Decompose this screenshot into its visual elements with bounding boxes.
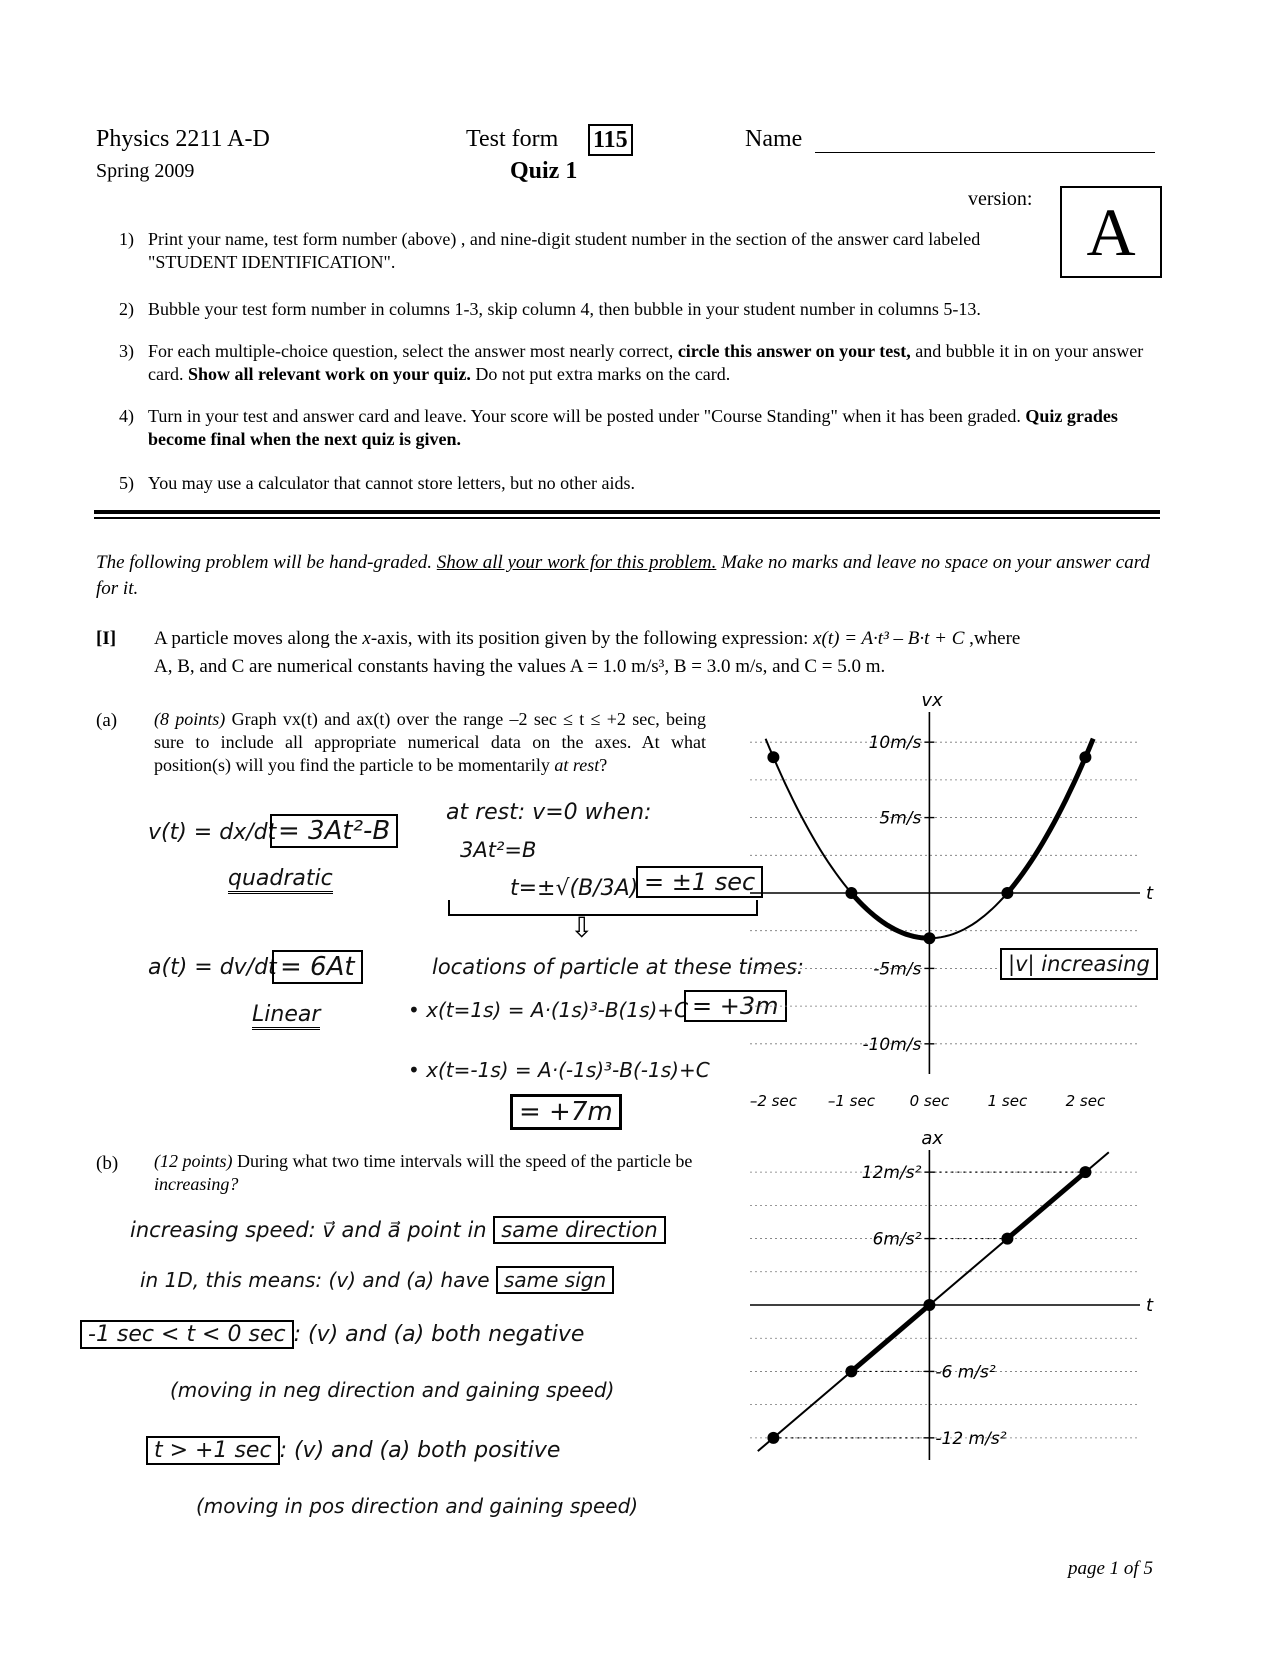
down-arrow-icon: ⇩ [570,911,594,944]
part-b-label: (b) [96,1153,119,1174]
data-point [767,1432,779,1444]
same-sign-line: in 1D, this means: (v) and (a) have same sign [140,1268,614,1292]
speed-increasing-segment [1007,739,1093,893]
data-point [1079,1166,1091,1178]
version-box [1060,186,1162,278]
t-axis-label: t [1146,883,1154,904]
y-tick-label: 5m/s [879,808,922,829]
interval-2-note: (moving in pos direction and gaining speed) [196,1494,639,1518]
increasing-speed-line: increasing speed: v⃗ and a⃗ point in same direction [130,1218,666,1242]
x-tick-label: –1 sec [827,1092,875,1110]
instruction-text: Print your name, test form number (above) , and nine-digit student number in the section of the answer card labeled "STUDENT IDENTIFICATION". [148,229,981,272]
y-tick-label: -6 m/s² [935,1362,996,1383]
at-rest-eq2: t=±√(B/3A) [510,876,639,901]
problem-statement: A particle moves along the x-axis, with its position given by the following expression: x(t) = A·t³ – B·t + C ,where A, B, and C are numerical constants having the values A = 1.0 m/s³, B = 3.0 m/s, and C = 5.0 m. [154,628,1021,677]
speed-increasing-segment [1007,1172,1085,1238]
position-answer-1: = +3m [684,990,787,1022]
y-tick-label: -5m/s [873,959,922,980]
at-rest-eq1: 3At²=B [460,838,537,862]
position-at-plus-1: • x(t=1s) = A·(1s)³-B(1s)+C [408,998,689,1022]
version-letter: A [1086,194,1136,270]
name-line[interactable] [815,152,1155,153]
data-point [845,1365,857,1377]
y-tick-label: 10m/s [868,733,922,754]
at-rest-answer: = ±1 sec [636,866,763,898]
section-divider-thin [94,517,1160,519]
y-tick-label: -12 m/s² [935,1428,1007,1449]
section-divider [94,510,1160,514]
speed-increasing-segment [851,893,929,938]
test-form-label: Test form [466,126,559,152]
at-rest-note: at rest: v=0 when: [446,800,652,825]
data-point [1001,1233,1013,1245]
data-point [845,887,857,899]
instruction-text: Bubble your test form number in columns 1-3, skip column 4, then bubble in your student number in columns 5-13. [148,299,981,319]
quiz-title: Quiz 1 [510,158,578,184]
course-title: Physics 2211 A-D [96,126,270,152]
instruction-number: 3) [119,341,134,361]
accel-equation: a(t) = dv/dt [148,955,277,980]
speed-increasing-segment [851,1305,929,1371]
linear-note: Linear [252,1002,320,1030]
position-answer-2: = +7m [510,1094,622,1130]
part-a-label: (a) [96,710,118,731]
accel-answer: = 6At [272,950,363,984]
test-form-number: 115 [588,124,633,156]
instruction-text: Turn in your test and answer card and leave. Your score will be posted under "Course Standing" when it has been graded. Quiz grades become final when the next quiz is given. [148,406,1118,449]
t-axis-label: t [1146,1295,1154,1316]
position-at-minus-1: • x(t=-1s) = A·(-1s)³-B(-1s)+C [408,1058,710,1082]
instruction-text: You may use a calculator that cannot store letters, but no other aids. [148,473,636,493]
version-label: version: [968,188,1033,210]
part-b-text: (12 points) During what two time intervals will the speed of the particle be increasing? [154,1151,693,1194]
velocity-answer: = 3At²-B [270,814,398,848]
y-tick-label: -10m/s [862,1034,922,1055]
instruction-number: 1) [119,229,134,249]
locations-note: locations of particle at these times: [432,955,804,979]
data-point [767,751,779,763]
part-a-text: (8 points) Graph vx(t) and ax(t) over the range –2 sec ≤ t ≤ +2 sec, being sure to include all appropriate numerical data on the axes. At what position(s) will you find the particle to be momentarily at rest? [154,709,706,775]
y-tick-label: 12m/s² [861,1163,922,1184]
handgraded-note: The following problem will be hand-graded. Show all your work for this problem. Make no marks and leave no space on your answer card for it. [96,552,1150,599]
quadratic-note: quadratic [228,866,333,894]
velocity-graph [740,690,1180,1110]
v-increasing-label: |v| increasing [1000,948,1158,980]
x-tick-label: –2 sec [749,1092,797,1110]
acceleration-graph [740,1130,1180,1470]
x-tick-label: 2 sec [1065,1092,1106,1110]
data-point [923,932,935,944]
interval-1-note: (moving in neg direction and gaining speed) [170,1378,615,1402]
data-point [1001,887,1013,899]
name-label: Name [745,126,803,152]
x-tick-label: 1 sec [987,1092,1028,1110]
velocity-equation: v(t) = dx/dt [148,820,277,845]
y-axis-label: ax [921,1130,944,1149]
data-point [923,1299,935,1311]
x-tick-label: 0 sec [909,1092,950,1110]
term: Spring 2009 [96,160,195,182]
interval-2-line: t > +1 sec : (v) and (a) both positive [146,1438,560,1463]
y-axis-label: vx [921,690,943,711]
interval-1-box: -1 sec < t < 0 sec [80,1320,294,1349]
interval-1-line: -1 sec < t < 0 sec : (v) and (a) both negative [80,1322,584,1347]
interval-2-box: t > +1 sec [146,1436,280,1465]
bracket [448,900,758,916]
problem-label: [I] [96,628,117,649]
y-tick-label: 6m/s² [872,1229,922,1250]
instruction-number: 2) [119,299,134,319]
instruction-text: For each multiple-choice question, select the answer most nearly correct, circle this answer on your test, and bubble it in on your answer card. Show all relevant work on your quiz. Do not put extra marks on the card. [148,341,1144,384]
data-point [1079,751,1091,763]
page-number: page 1 of 5 [1068,1558,1153,1579]
instruction-number: 4) [119,406,134,426]
instruction-number: 5) [119,473,134,493]
